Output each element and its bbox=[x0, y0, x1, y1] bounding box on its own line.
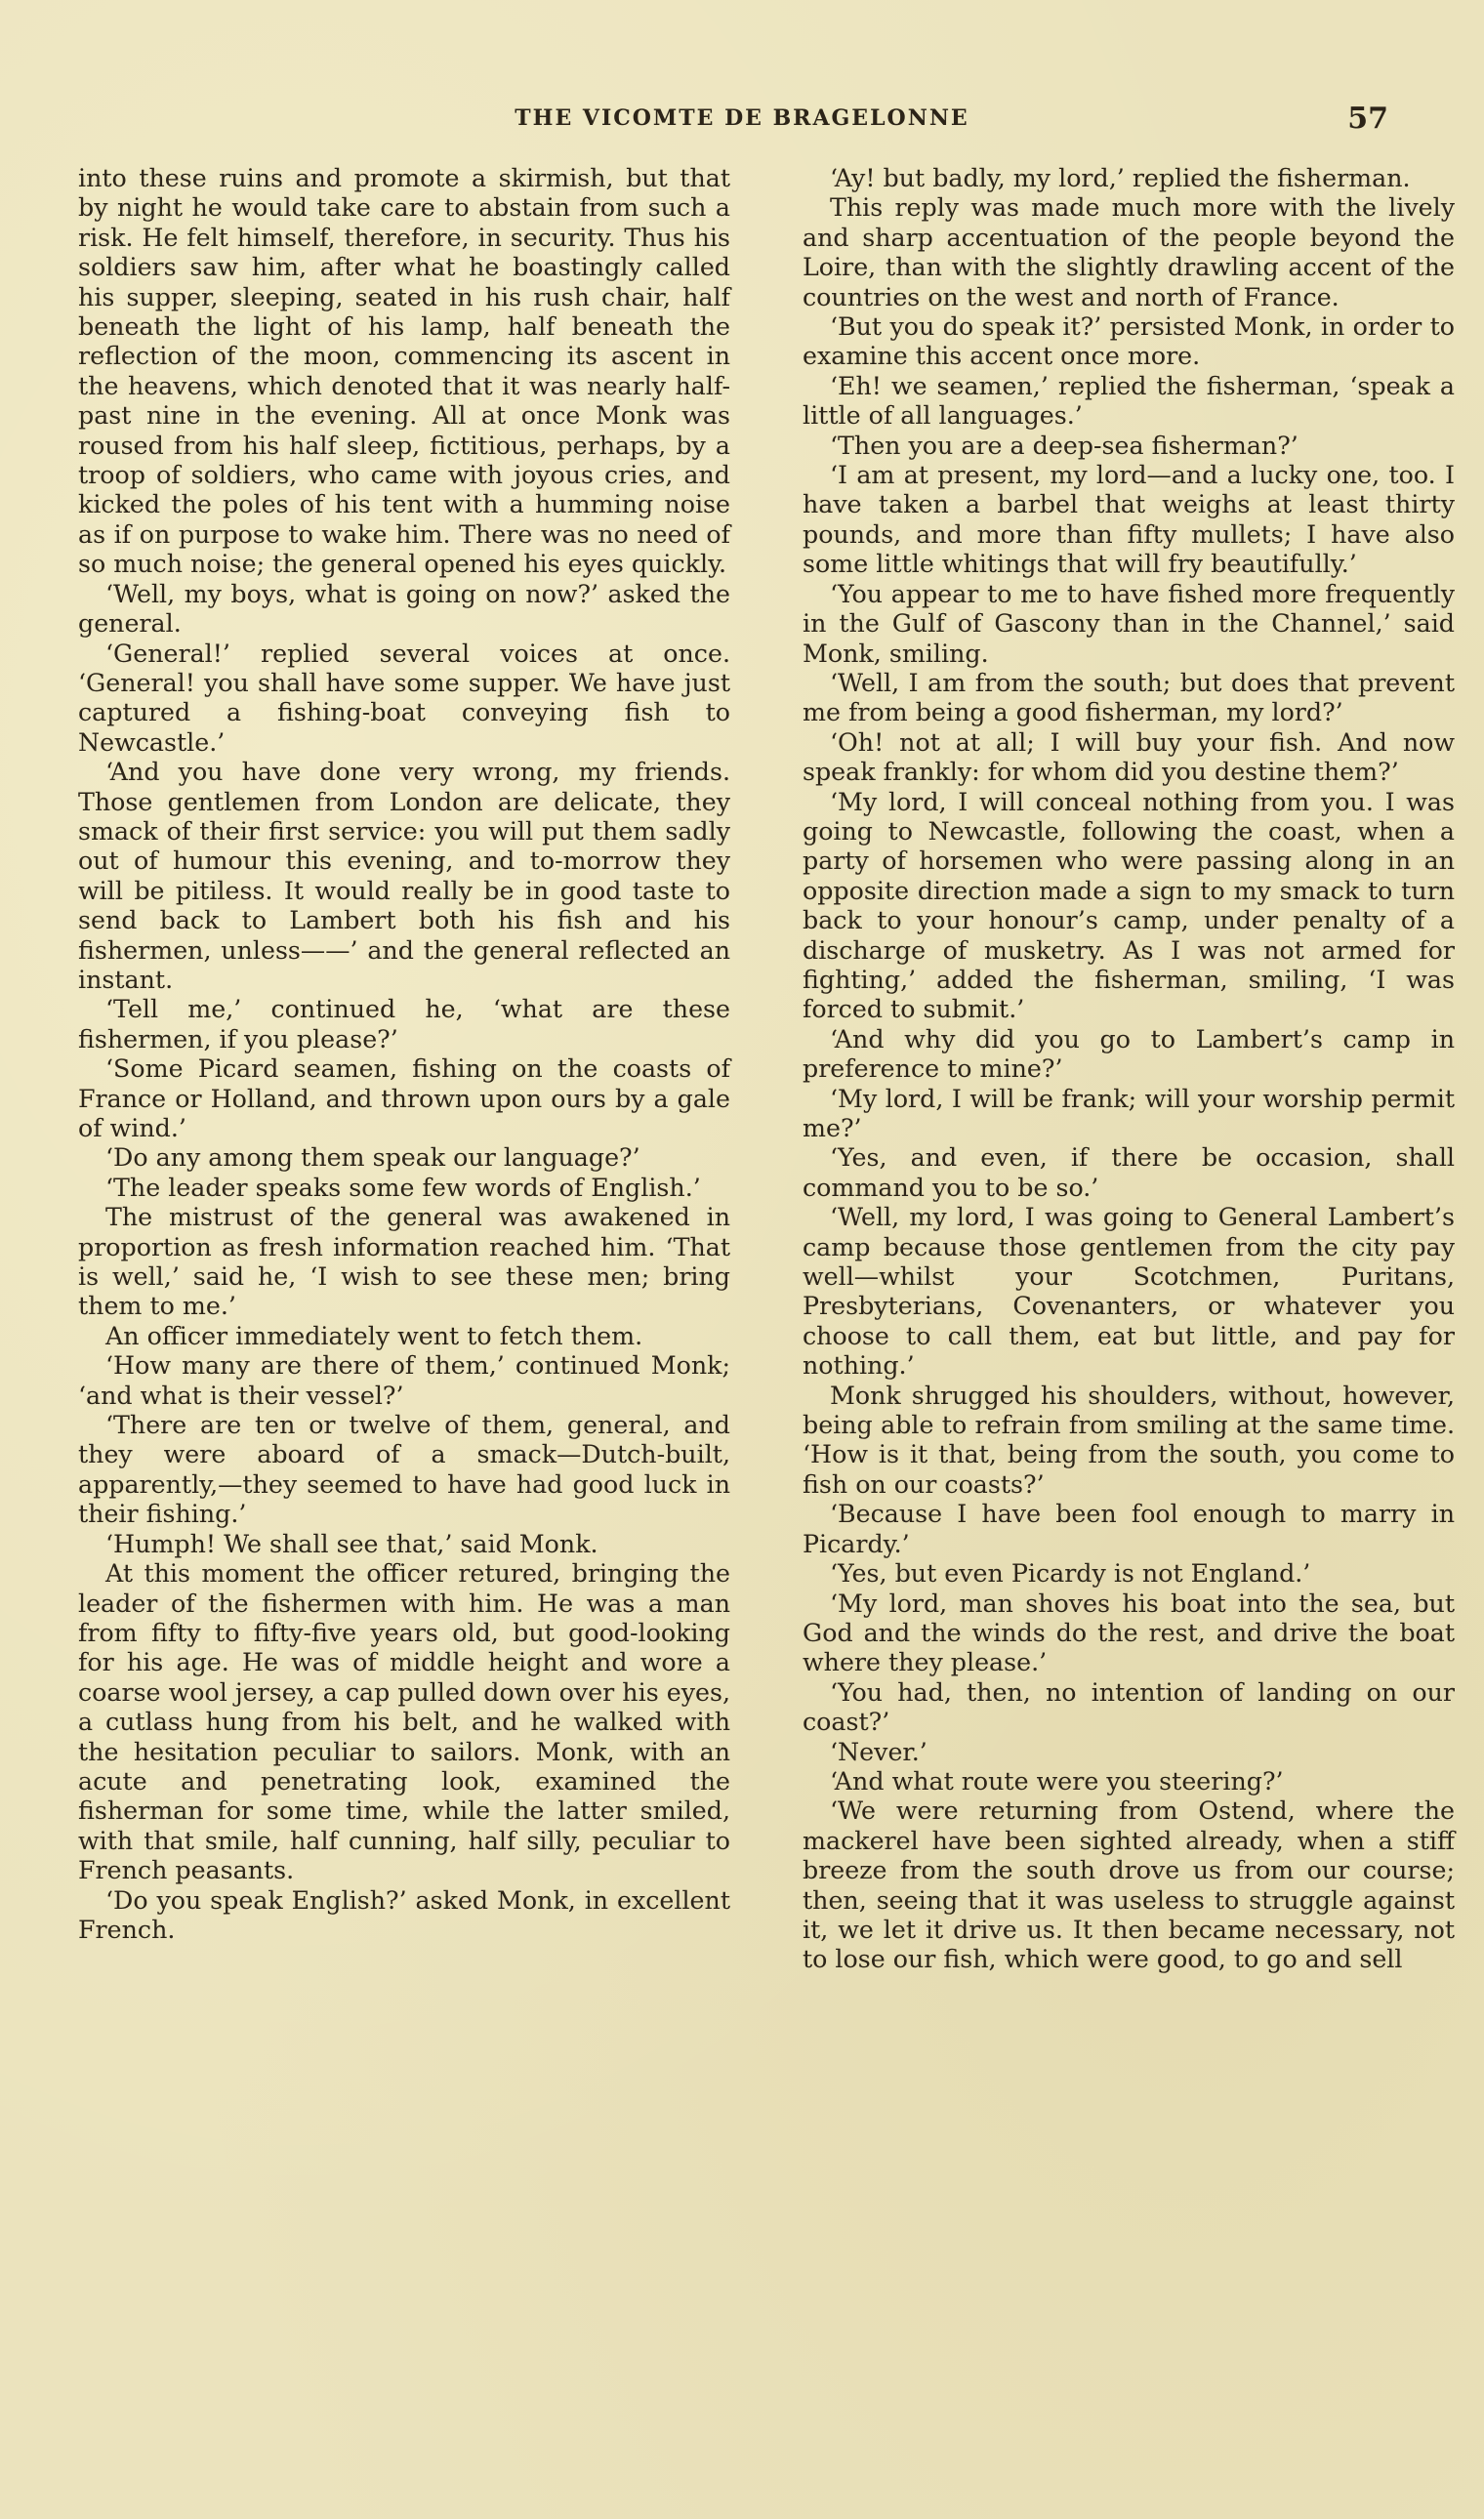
paragraph: ‘General!’ replied several voices at once. ‘General! you shall have some supper. We have just captured a fishing-boat conveying fish to Newcastle.’ bbox=[78, 639, 730, 757]
paragraph: ‘There are ten or twelve of them, general, and they were aboard of a smack—Dutch-built, apparently,—they seemed to have had good luck in their fishing.’ bbox=[78, 1411, 730, 1529]
paragraph: ‘But you do speak it?’ persisted Monk, in order to examine this accent once more. bbox=[803, 312, 1455, 371]
page-number: 57 bbox=[1347, 102, 1388, 136]
page-header bbox=[78, 102, 1406, 141]
paragraph: The mistrust of the general was awakened in proportion as fresh information reached him. ‘That is well,’ said he, ‘I wish to see these men; bring them to me.’ bbox=[78, 1203, 730, 1321]
paragraph: ‘Then you are a deep-sea fisherman?’ bbox=[830, 431, 1298, 460]
paragraph: At this moment the officer retured, bringing the leader of the fishermen with him. He was a man from fifty to fifty-five years old, but good-looking for his age. He was of middle height and wore a coarse wool jersey, a cap pulled down over his eyes, a cutlass hung from his belt, and he walked with the hesitation peculiar to sailors. Monk, with an acute and penetrating look, examined the fisherman for some time, while the latter smiled, with that smile, half cunning, half silly, peculiar to French peasants. bbox=[78, 1559, 730, 1885]
paragraph: ‘Some Picard seamen, fishing on the coasts of France or Holland, and thrown upon ours by a gale of wind.’ bbox=[78, 1054, 730, 1142]
right-column bbox=[803, 164, 1455, 1975]
paragraph: ‘Humph! We shall see that,’ said Monk. bbox=[105, 1529, 598, 1558]
paragraph: ‘Do any among them speak our language?’ bbox=[105, 1143, 640, 1173]
paragraph: ‘Because I have been fool enough to marry in Picardy.’ bbox=[803, 1500, 1455, 1558]
paragraph: ‘The leader speaks some few words of English.’ bbox=[105, 1173, 701, 1202]
paragraph: ‘Well, I am from the south; but does that prevent me from being a good fisherman, my lord?’ bbox=[803, 668, 1455, 727]
paragraph: ‘And what route were you steering?’ bbox=[830, 1766, 1284, 1796]
paragraph: ‘You appear to me to have fished more frequently in the Gulf of Gascony than in the Channel,’ said Monk, smiling. bbox=[803, 579, 1455, 668]
paragraph: ‘I am at present, my lord—and a lucky one, too. I have taken a barbel that weighs at least thirty pounds, and more than fifty mullets; I have also some little whitings that will fry beautifully.’ bbox=[803, 461, 1455, 579]
paragraph: ‘Well, my boys, what is going on now?’ asked the general. bbox=[78, 579, 730, 639]
paragraph: into these ruins and promote a skirmish, but that by night he would take care to abstain from such a risk. He felt himself, therefore, in security. Thus his soldiers saw him, after what he boastingly called his supper, sleeping, seated in his rush chair, half beneath the light of his lamp, half beneath the reflection of the moon, commencing its ascent in the heavens, which denoted that it was nearly half-past nine in the evening. All at once Monk was roused from his half sleep, fictitious, perhaps, by a troop of soldiers, who came with joyous cries, and kicked the poles of his tent with a humming noise as if on purpose to wake him. There was no need of so much noise; the general opened his eyes quickly. bbox=[78, 164, 730, 579]
paragraph: This reply was made much more with the lively and sharp accentuation of the people beyond the Loire, than with the slightly drawling accent of the countries on the west and north of France. bbox=[803, 193, 1455, 311]
paragraph: ‘Well, my lord, I was going to General Lambert’s camp because those gentlemen from the city pay well—whilst your Scotchmen, Puritans, Presbyterians, Covenanters, or whatever you choose to call them, eat but little, and pay for nothing.’ bbox=[803, 1203, 1455, 1381]
paragraph: ‘Yes, and even, if there be occasion, shall command you to be so.’ bbox=[803, 1143, 1455, 1202]
paragraph: ‘And you have done very wrong, my friends. Those gentlemen from London are delicate, they smack of their first service: you will put them sadly out of humour this evening, and to-morrow they will be pitiless. It would really be in good taste to send back to Lambert both his fish and his fishermen, unless——’ and the general reflected an instant. bbox=[78, 758, 730, 994]
paragraph: ‘My lord, I will conceal nothing from you. I was going to Newcastle, following the coast, when a party of horsemen who were passing along in an opposite direction made a sign to my smack to turn back to your honour’s camp, under penalty of a discharge of musketry. As I was not armed for fighting,’ added the fisherman, smiling, ‘I was forced to submit.’ bbox=[803, 787, 1455, 1024]
paragraph: ‘Do you speak English?’ asked Monk, in excellent French. bbox=[78, 1885, 730, 1944]
paragraph: ‘Eh! we seamen,’ replied the fisherman, ‘speak a little of all languages.’ bbox=[803, 371, 1455, 431]
paragraph: ‘We were returning from Ostend, where the mackerel have been sighted already, when a stiff breeze from the south drove us from our course; then, seeing that it was useless to struggle against it, we let it drive us. It then became necessary, not to lose our fish, which were good, to go and sell bbox=[803, 1796, 1455, 1974]
paragraph: ‘You had, then, no intention of landing on our coast?’ bbox=[803, 1677, 1455, 1737]
left-column bbox=[78, 164, 730, 1945]
paragraph: ‘Oh! not at all; I will buy your fish. And now speak frankly: for whom did you destine them?’ bbox=[803, 727, 1455, 787]
paragraph: An officer immediately went to fetch them. bbox=[105, 1321, 643, 1350]
paragraph: ‘Yes, but even Picardy is not England.’ bbox=[830, 1559, 1311, 1589]
paragraph: ‘My lord, man shoves his boat into the sea, but God and the winds do the rest, and drive the boat where they please.’ bbox=[803, 1589, 1455, 1677]
paragraph: ‘How many are there of them,’ continued Monk; ‘and what is their vessel?’ bbox=[78, 1351, 730, 1410]
paragraph: ‘Ay! but badly, my lord,’ replied the fisherman. bbox=[830, 164, 1411, 192]
paragraph: ‘And why did you go to Lambert’s camp in preference to mine?’ bbox=[803, 1024, 1455, 1084]
paragraph: ‘My lord, I will be frank; will your worship permit me?’ bbox=[803, 1084, 1455, 1142]
paragraph: Monk shrugged his shoulders, without, however, being able to refrain from smiling at the same time. ‘How is it that, being from the south, you come to fish on our coasts?’ bbox=[803, 1381, 1455, 1499]
paragraph: ‘Tell me,’ continued he, ‘what are these fishermen, if you please?’ bbox=[78, 995, 730, 1053]
paragraph: ‘Never.’ bbox=[830, 1737, 928, 1766]
running-title: THE VICOMTE DE BRAGELONNE bbox=[515, 105, 969, 131]
